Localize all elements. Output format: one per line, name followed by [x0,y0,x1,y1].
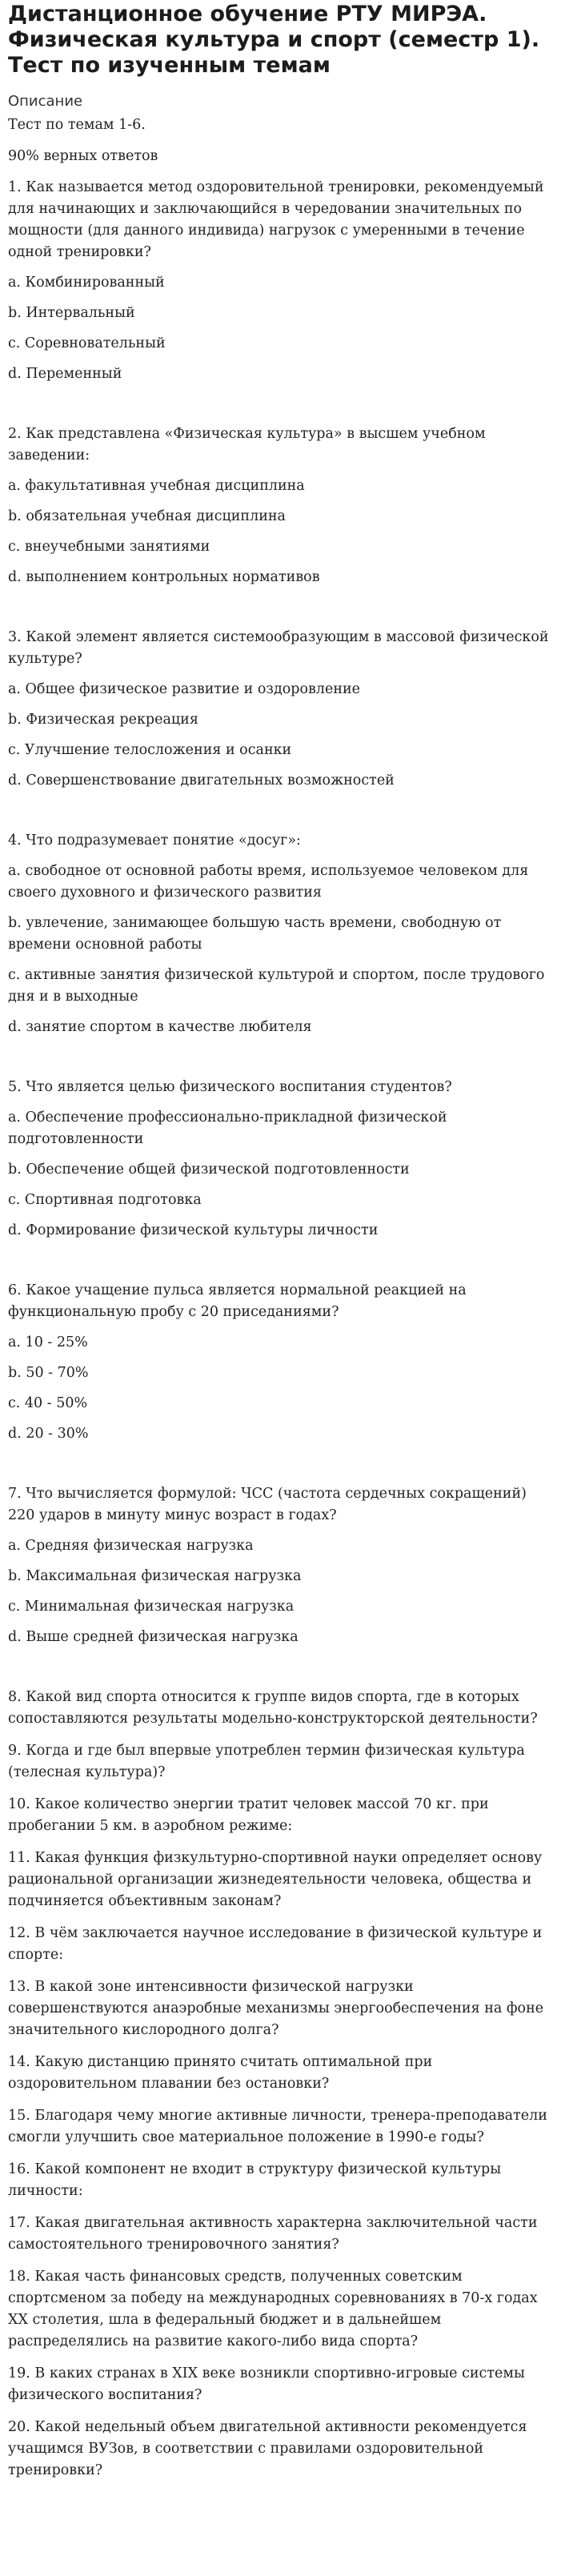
answer-option: a. Обеспечение профессионально-прикладной физической подготовленности [8,1109,447,1147]
intro-line: Тест по темам 1-6. [8,117,146,133]
question-text: 4. Что подразумевает понятие «досуг»: [8,833,301,849]
answer-option: c. внеучебными занятиями [8,539,210,555]
question-text: 2. Как представлена «Физическая культура» в высшем учебном заведении: [8,426,486,463]
answer-option: a. свободное от основной работы время, используемое человеком для своего духовного и физического развития [8,863,529,901]
question-text: 20. Какой недельный объем двигательной активности рекомендуется учащимся ВУЗов, в соответствии с правилами оздоровительной тренировки? [8,2419,527,2478]
question [8,2159,551,2202]
answer-option: b. увлечение, занимающее большую часть времени, свободную от времени основной работы [8,915,502,953]
question [8,2417,551,2482]
question-text: 5. Что является целью физического воспитания студентов? [8,1079,452,1095]
answer-option: d. выполнением контрольных нормативов [8,569,320,585]
question-text: 15. Благодаря чему многие активные личности, тренера-преподаватели смогли улучшить свое материальное положение в 1990-е годы? [8,2108,547,2145]
answer-option: b. Интервальный [8,305,135,321]
question [8,1848,551,1912]
question-text: 11. Какая функция физкультурно-спортивной науки определяет основу рациональной организации жизнедеятельности человека, общества и подчиняется объективным законам? [8,1850,543,1909]
description-label: Описание [8,93,83,110]
question [8,2105,551,2149]
answer-option: a. Комбинированный [8,275,165,291]
question-text: 7. Что вычисляется формулой: ЧСС (частота сердечных сокращений) 220 ударов в минуту минус возраст в годах? [8,1486,527,1523]
question-text: 10. Какое количество энергии тратит человек массой 70 кг. при пробегании 5 км. в аэробном режиме: [8,1796,489,1834]
question [8,1976,551,2041]
question-text: 17. Какая двигательная активность характерна заключительной части самостоятельного тренировочного занятия? [8,2215,538,2253]
answer-option: d. Выше средней физическая нагрузка [8,1629,299,1645]
question [8,1794,551,1837]
answer-option: c. Соревновательный [8,335,166,351]
question [8,1280,551,1445]
answer-option: d. Совершенствование двигательных возможностей [8,772,395,788]
question-text: 12. В чём заключается научное исследование в физической культуре и спорте: [8,1925,543,1963]
answer-option: a. факультативная учебная дисциплина [8,478,305,494]
question [8,2266,551,2353]
answer-option: b. Физическая рекреация [8,712,198,728]
answer-option: d. Переменный [8,366,122,382]
question-text: 6. Какое учащение пульса является нормальной реакцией на функциональную пробу с 20 приседаниями? [8,1282,467,1320]
question-text: 3. Какой элемент является системообразующим в массовой физической культуре? [8,629,549,667]
question [8,423,551,588]
answer-option: d. 20 - 30% [8,1426,89,1442]
intro-line: 90% верных ответов [8,148,158,164]
question [8,177,551,385]
answer-option: a. Средняя физическая нагрузка [8,1538,254,1554]
question [8,1687,551,1730]
question [8,1923,551,1966]
answer-option: d. Формирование физической культуры личности [8,1222,379,1238]
question-text: 1. Как называется метод оздоровительной тренировки, рекомендуемый для начинающих и заключающийся в чередовании значительных по мощности (для данного индивида) нагрузок с умеренными в течение одной тренировки? [8,179,544,260]
question [8,2213,551,2256]
answer-option: c. 40 - 50% [8,1395,88,1411]
question [8,2363,551,2406]
answer-option: b. Обеспечение общей физической подготовленности [8,1162,410,1178]
answer-option: b. 50 - 70% [8,1365,89,1381]
answer-option: c. активные занятия физической культурой и спортом, после трудового дня и в выходные [8,967,545,1005]
answer-option: b. Максимальная физическая нагрузка [8,1568,302,1584]
answer-option: c. Улучшение телосложения и осанки [8,742,292,758]
answer-option: b. обязательная учебная дисциплина [8,508,286,524]
question [8,1483,551,1648]
question [8,1740,551,1784]
answer-option: c. Спортивная подготовка [8,1192,202,1208]
question-list [8,177,551,2482]
question-text: 16. Какой компонент не входит в структуру физической культуры личности: [8,2161,502,2199]
question-text: 14. Какую дистанцию принято считать оптимальной при оздоровительном плавании без остановки? [8,2054,433,2092]
question [8,830,551,1038]
question [8,627,551,792]
question [8,2052,551,2095]
question-text: 13. В какой зоне интенсивности физической нагрузки совершенствуются анаэробные механизмы энергообеспечения на фоне значительного кислородного долга? [8,1979,544,2038]
question-text: 8. Какой вид спорта относится к группе видов спорта, где в которых сопоставляются результаты модельно-конструкторской деятельности? [8,1689,538,1727]
question [8,1077,551,1242]
answer-option: d. занятие спортом в качестве любителя [8,1019,312,1035]
question-text: 18. Какая часть финансовых средств, полученных советским спортсменом за победу на международных соревнованиях в 70-х годах XX столетия, шла в федеральный бюджет и в дальнейшем распределялись на развитие какого-либо вида спорта? [8,2269,538,2349]
answer-option: a. 10 - 25% [8,1334,88,1350]
question-text: 9. Когда и где был впервые употреблен термин физическая культура (телесная культура)? [8,1743,525,1780]
answer-option: a. Общее физическое развитие и оздоровление [8,681,361,697]
answer-option: c. Минимальная физическая нагрузка [8,1599,295,1615]
intro [8,114,551,167]
question-text: 19. В каких странах в XIX веке возникли спортивно-игровые системы физического воспитания? [8,2365,525,2403]
page-title: Дистанционное обучение РТУ МИРЭА. Физическая культура и спорт (семестр 1). Тест по изученным темам [8,2,540,78]
